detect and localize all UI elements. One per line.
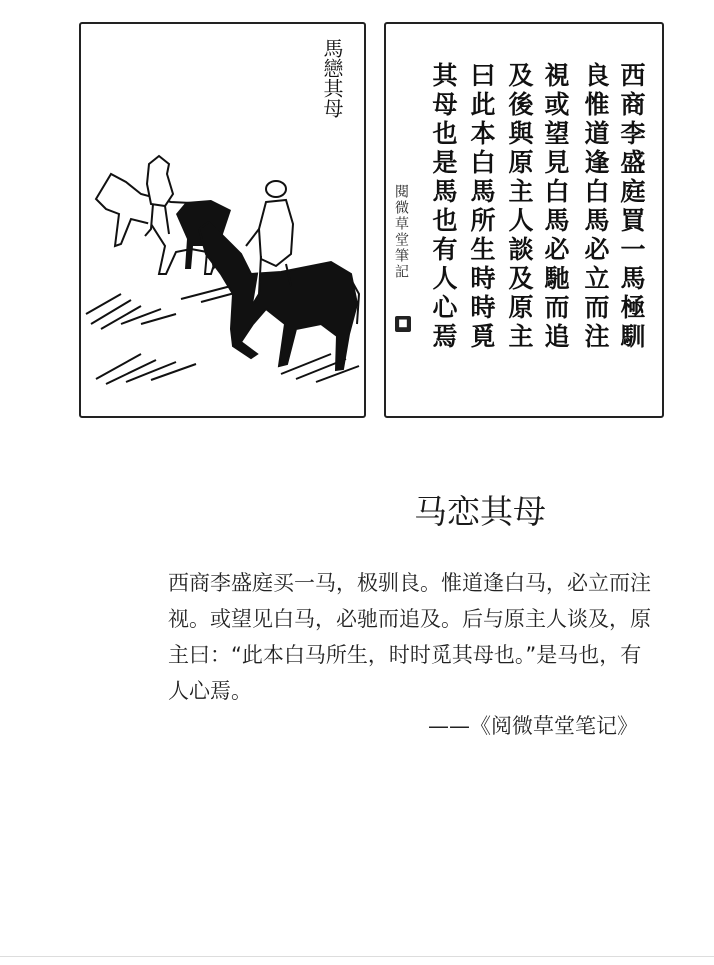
calligraphy-panel (384, 22, 664, 418)
calligraphy-column: 西商李盛庭買一馬極馴 (617, 62, 646, 352)
seal-stamp-icon: ■ (395, 316, 411, 332)
calligraphy-column: 良惟道逢白馬必立而注 (581, 62, 610, 352)
divider (0, 956, 714, 957)
calligraphy-column: 其母也是馬也有人心焉 (429, 62, 458, 352)
illustration-title: 馬戀其母 (320, 38, 344, 118)
calligraphy-signature: 閱微草堂筆記 (393, 184, 409, 280)
calligraphy-column: 曰此本白馬所生時時覓 (467, 62, 496, 352)
illustration-panel (79, 22, 366, 418)
calligraphy-column: 及後與原主人談及原主 (505, 62, 534, 352)
article-title: 马恋其母 (414, 492, 546, 531)
article-source: ——《阅微草堂笔记》 (428, 714, 638, 738)
calligraphy-column: 視或望見白馬必馳而追 (541, 62, 570, 352)
article-body: 西商李盛庭买一马，极驯良。惟道逢白马，必立而注视。或望见白马，必驰而追及。后与原主人谈及，原主曰：“此本白马所生，时时觅其母也。”是马也，有人心焉。 (168, 571, 651, 703)
